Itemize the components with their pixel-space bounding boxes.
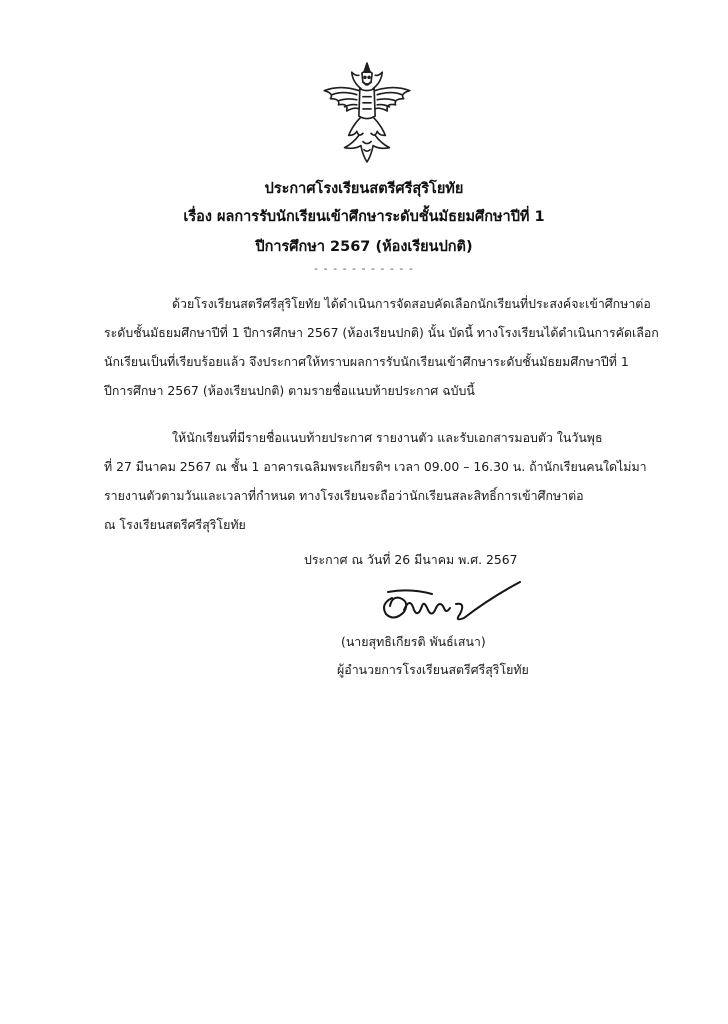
paragraph1-line: ปีการศึกษา 2567 (ห้องเรียนปกติ) ตามรายชื่อแนบท้ายประกาศ ฉบับนี้ [104,383,475,398]
paragraph1-line: ด้วยโรงเรียนสตรีศรีสุริโยทัย ได้ดำเนินการจัดสอบคัดเลือกนักเรียนที่ประสงค์จะเข้าศึกษาต่อ [172,296,651,311]
heading-divider: - - - - - - - - - - - [314,262,414,275]
paragraph1-line: นักเรียนเป็นที่เรียบร้อยแล้ว จึงประกาศให้ทราบผลการรับนักเรียนเข้าศึกษาระดับชั้นมัธยมศึกษาปีที่ 1 [104,354,629,369]
paragraph1-line: ระดับชั้นมัธยมศึกษาปีที่ 1 ปีการศึกษา 2567 (ห้องเรียนปกติ) นั้น บัดนี้ ทางโรงเรียนได้ดำเนินการคัดเลือก [104,325,659,340]
paragraph2-line: ให้นักเรียนที่มีรายชื่อแนบท้ายประกาศ รายงานตัว และรับเอกสารมอบตัว ในวันพุธ [172,430,603,445]
signer-title: ผู้อำนวยการโรงเรียนสตรีศรีสุริโยทัย [337,662,529,677]
signature-icon [370,574,530,630]
signer-name: (นายสุทธิเกียรติ พันธ์เสนา) [341,634,486,649]
garuda-emblem-icon [316,60,418,166]
paragraph2-line: ที่ 27 มีนาคม 2567 ณ ชั้น 1 อาคารเฉลิมพระเกียรติฯ เวลา 09.00 – 16.30 น. ถ้านักเรียนคนใดไม่มา [104,459,647,474]
paragraph2-line: รายงานตัวตามวันและเวลาที่กำหนด ทางโรงเรียนจะถือว่านักเรียนสละสิทธิ์การเข้าศึกษาต่อ [104,488,584,503]
announcement-date: ประกาศ ณ วันที่ 26 มีนาคม พ.ศ. 2567 [304,552,518,567]
announcement-academic-year: ปีการศึกษา 2567 (ห้องเรียนปกติ) [255,239,473,255]
announcement-title: ประกาศโรงเรียนสตรีศรีสุริโยทัย [264,181,464,197]
paragraph2-line: ณ โรงเรียนสตรีศรีสุริโยทัย [104,517,246,532]
announcement-subject: เรื่อง ผลการรับนักเรียนเข้าศึกษาระดับชั้นมัธยมศึกษาปีที่ 1 [183,209,545,225]
